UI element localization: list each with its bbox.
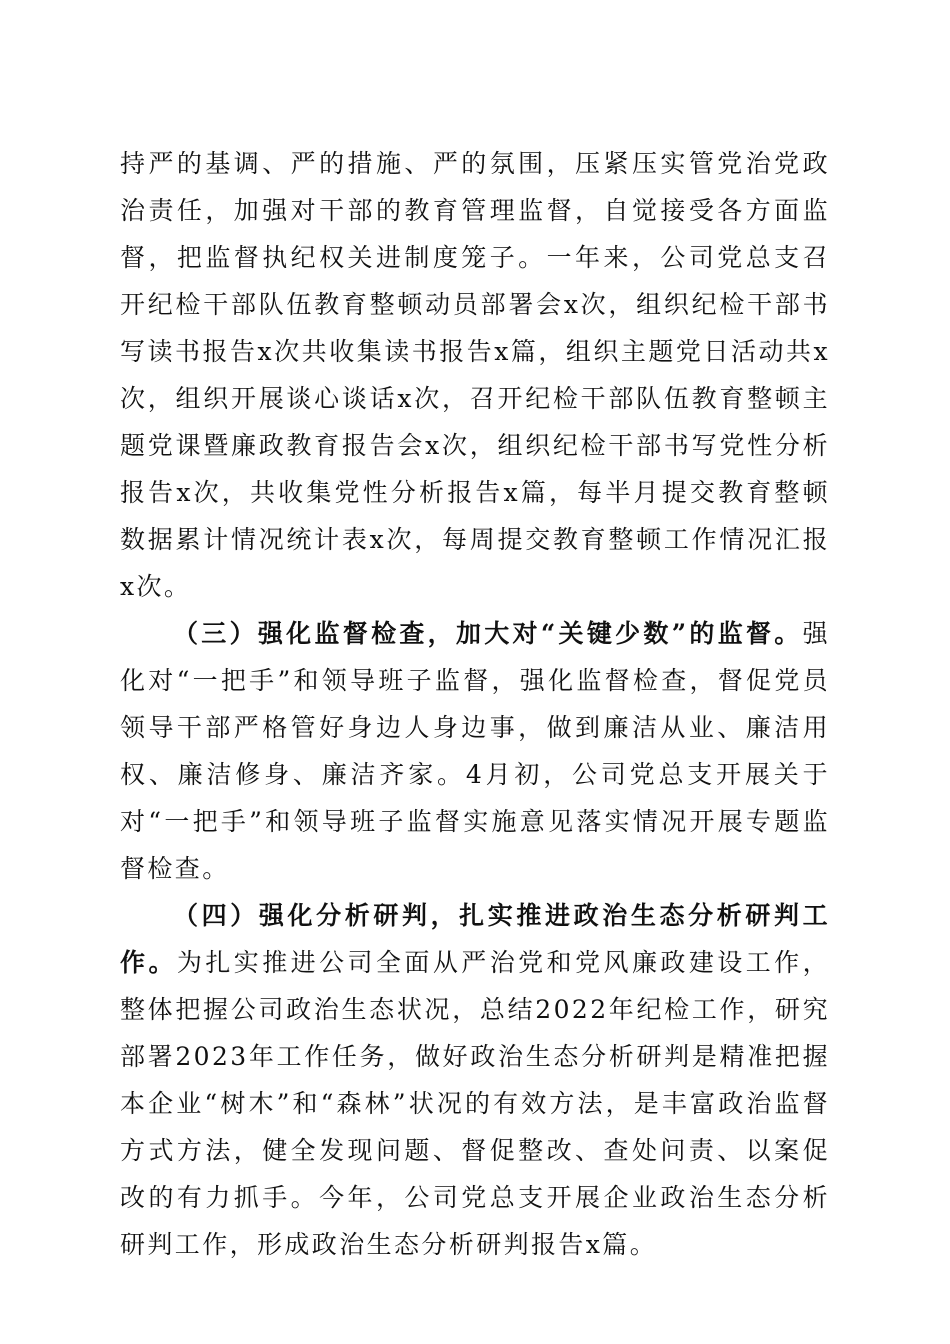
section-3-heading: （三）强化监督检查，加大对“关键少数”的监督。 — [173, 619, 803, 648]
section-3-body: 强化对“一把手”和领导班子监督，强化监督检查，督促党员领导干部严格管好身边人身边事，做到廉洁从业、廉洁用权、廉洁修身、廉洁齐家。4月初，公司党总支开展关于对“一把手”和领导班子监督实施意见落实情况开展专题监督检查。 — [120, 619, 830, 883]
paragraph-section-4 — [120, 892, 830, 1268]
paragraph-body: 持严的基调、严的措施、严的氛围，压紧压实管党治党政治责任，加强对干部的教育管理监督，自觉接受各方面监督，把监督执纪权关进制度笼子。一年来，公司党总支召开纪检干部队伍教育整顿动员部署会x次，组织纪检干部书写读书报告x次共收集读书报告x篇，组织主题党日活动共x次，组织开展谈心谈话x次，召开纪检干部队伍教育整顿主题党课暨廉政教育报告会x次，组织纪检干部书写党性分析报告x次，共收集党性分析报告x篇，每半月提交教育整顿数据累计情况统计表x次，每周提交教育整顿工作情况汇报x次。 — [120, 149, 830, 601]
paragraph-section-3 — [120, 610, 830, 892]
document-body — [120, 140, 830, 1268]
paragraph-continuation — [120, 140, 830, 610]
section-4-body: 为扎实推进公司全面从严治党和党风廉政建设工作，整体把握公司政治生态状况，总结2022年纪检工作，研究部署2023年工作任务，做好政治生态分析研判是精准把握本企业“树木”和“森林”状况的有效方法，是丰富政治监督方式方法，健全发现问题、督促整改、查处问责、以案促改的有力抓手。今年，公司党总支开展企业政治生态分析研判工作，形成政治生态分析研判报告x篇。 — [120, 948, 830, 1259]
section-4-heading: （四）强化分析研判，扎实推进政治生态分析研判工作。 — [120, 901, 830, 977]
